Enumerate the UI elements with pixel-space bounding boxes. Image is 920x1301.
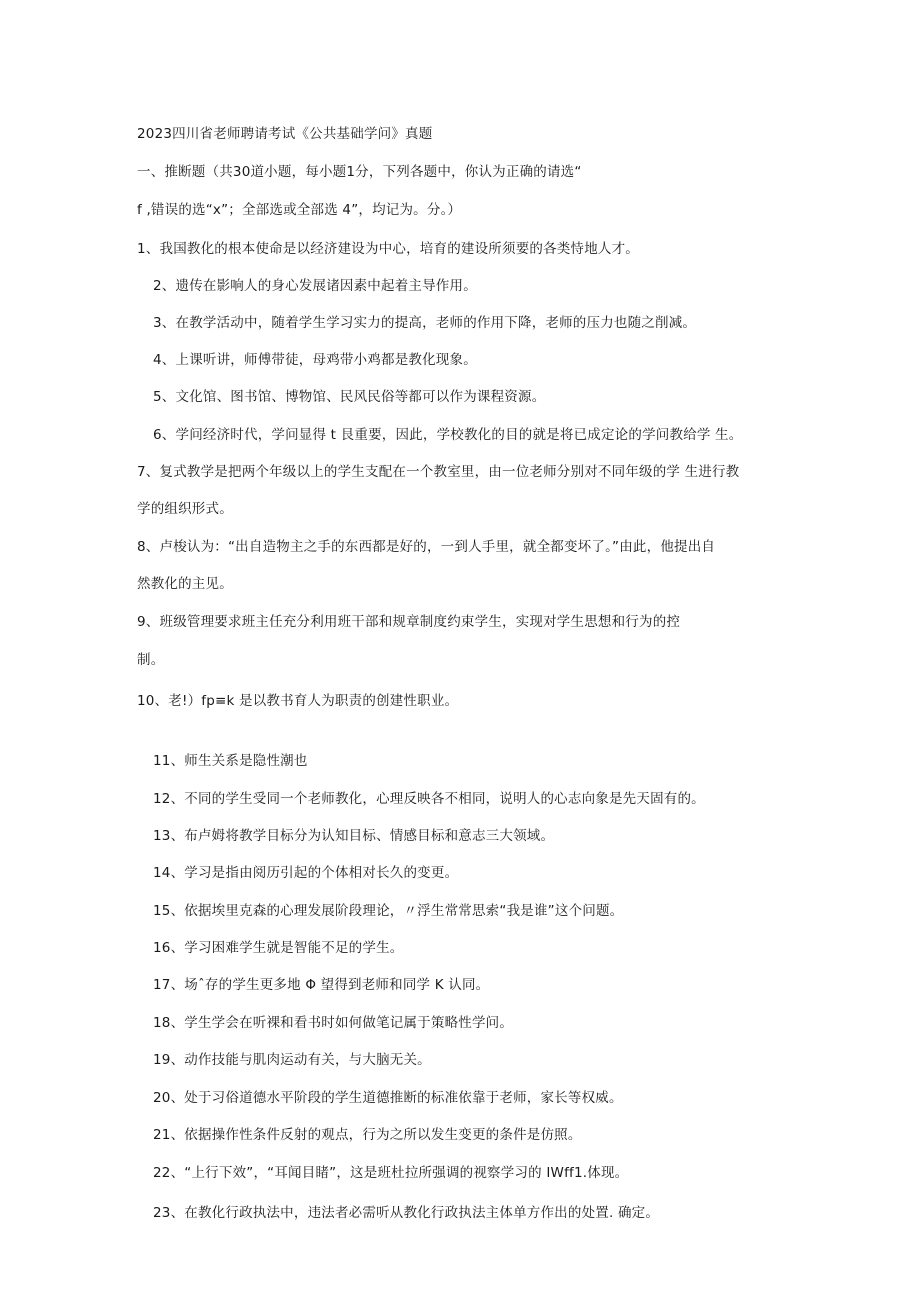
question-22: 22、“上行下效”，“耳闻目睹”，这是班杜拉所强调的视察学习的 IWff1.体现。 bbox=[153, 1165, 629, 1181]
document-title: 2023四川省老师聘请考试《公共基础学问》真题 bbox=[137, 126, 433, 142]
question-2: 2、遗传在影响人的身心发展诸因素中起着主导作用。 bbox=[153, 278, 477, 294]
question-12: 12、不同的学生受同一个老师教化，心理反映各不相同，说明人的心志向象是先天固有的。 bbox=[153, 791, 705, 807]
question-5: 5、文化馆、图书馆、博物馆、民风民俗等都可以作为课程资源。 bbox=[153, 389, 546, 405]
question-1: 1、我国教化的根本使命是以经济建设为中心，培育的建设所须要的各类恃地人才。 bbox=[137, 241, 639, 257]
question-21: 21、依据操作性条件反射的观点，行为之所以发生变更的条件是仿照。 bbox=[153, 1127, 582, 1143]
question-23: 23、在教化行政执法中，违法者必需听从教化行政执法主体单方作出的处置. 确定。 bbox=[153, 1205, 660, 1221]
question-8: 8、卢梭认为：“出自造物主之手的东西都是好的，一到人手里，就全都变坏了。”由此，他提出自 bbox=[137, 539, 716, 555]
question-7: 7、复式教学是把两个年级以上的学生支配在一个教室里，由一位老师分别对不同年级的学 生进行教 bbox=[137, 464, 740, 480]
question-7-continued: 学的组织形式。 bbox=[137, 501, 233, 517]
question-6: 6、学问经济时代，学问显得 t 艮重要，因此，学校教化的目的就是将已成定论的学问教给学 生。 bbox=[153, 427, 743, 443]
question-14: 14、学习是指由阅历引起的个体相对长久的变更。 bbox=[153, 865, 459, 881]
question-3: 3、在教学活动中，随着学生学习实力的提高，老师的作用下降，老师的压力也随之削减。 bbox=[153, 315, 697, 331]
question-15: 15、依据埃里克森的心理发展阶段理论，〃浮生常常思索“我是谁”这个问题。 bbox=[153, 903, 624, 919]
question-18: 18、学生学会在听裸和看书时如何做笔记属于策略性学问。 bbox=[153, 1015, 514, 1031]
question-11: 11、师生关系是隐性潮也 bbox=[153, 753, 308, 769]
question-13: 13、布卢姆将教学目标分为认知目标、情感目标和意志三大领域。 bbox=[153, 828, 555, 844]
question-10: 10、老!）fp≡k 是以教书育人为职责的创建性职业。 bbox=[137, 693, 459, 709]
question-4: 4、上课听讲，师傅带徒，母鸡带小鸡都是教化现象。 bbox=[153, 352, 477, 368]
section-heading-line-1: 一、推断题（共30道小题，每小题1分，下列各题中，你认为正确的请选“ bbox=[137, 164, 582, 180]
question-8-continued: 然教化的主见。 bbox=[137, 576, 233, 592]
question-9-continued: 制。 bbox=[137, 652, 165, 668]
question-17: 17、场ˆ存的学生更多地 Φ 望得到老师和同学 K 认同。 bbox=[153, 977, 490, 993]
question-16: 16、学习困难学生就是智能不足的学生。 bbox=[153, 940, 404, 956]
question-19: 19、动作技能与肌肉运动有关，与大脑无关。 bbox=[153, 1052, 431, 1068]
section-heading-line-2: f ,错误的选“x”；全部选或全部选 4”，均记为。分。） bbox=[137, 202, 462, 218]
question-20: 20、处于习俗道德水平阶段的学生道德推断的标准依靠于老师，家长等权威。 bbox=[153, 1090, 623, 1106]
question-9: 9、班级管理要求班主任充分利用班干部和规章制度约束学生，实现对学生思想和行为的控 bbox=[137, 614, 681, 630]
